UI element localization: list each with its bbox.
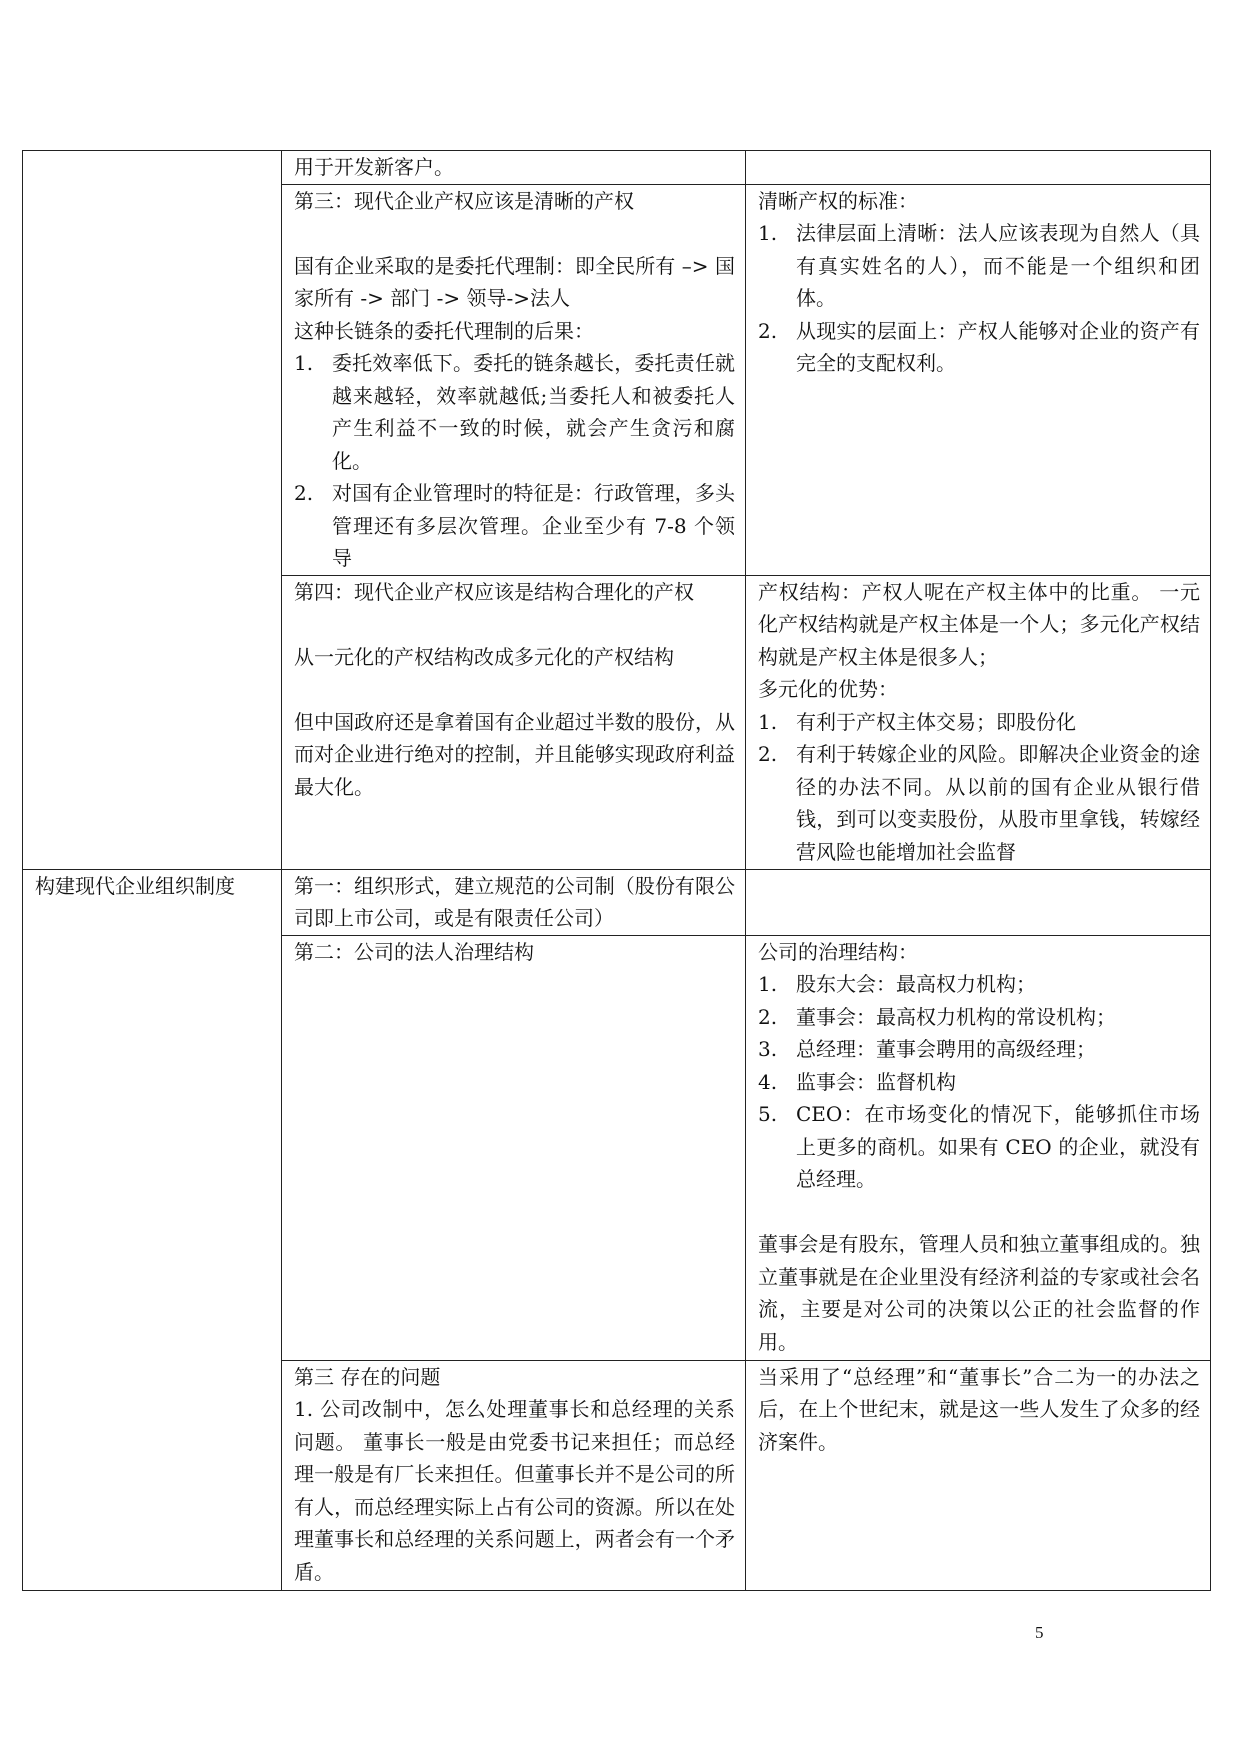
list-item: 5. CEO：在市场变化的情况下，能够抓住市场上更多的商机。如果有 CEO 的企业，就没有总经理。: [758, 1102, 1200, 1191]
paragraph: 这种长链条的委托代理制的后果：: [294, 318, 594, 343]
content-cell: [282, 1360, 746, 1590]
content-cell: [282, 575, 746, 869]
content-cell: [282, 935, 746, 1360]
list-item: 4. 监事会：监督机构: [758, 1069, 956, 1094]
list-item: 2. 有利于转嫁企业的风险。即解决企业资金的途径的办法不同。从以前的国有企业从银行借钱，到可以变卖股份，从股市里拿钱，转嫁经营风险也能增加社会监督: [758, 742, 1200, 864]
table-row: [23, 869, 1211, 935]
cell-heading: 公司的治理结构：: [758, 939, 918, 964]
list-item: 3. 总经理：董事会聘用的高级经理；: [758, 1037, 1096, 1061]
note-cell: [746, 151, 1211, 185]
list-item: 1. 法律层面上清晰：法人应该表现为自然人（具有真实姓名的人），而不能是一个组织和团体。: [758, 221, 1200, 310]
numbered-list: [758, 968, 1200, 1196]
paragraph: 但中国政府还是拿着国有企业超过半数的股份，从而对企业进行绝对的控制，并且能够实现政府利益最大化。: [294, 709, 735, 799]
paragraph: 产权结构：产权人呢在产权主体中的比重。 一元化产权结构就是产权主体是一个人；多元化产权结构就是产权主体是很多人；: [758, 579, 1200, 669]
note-cell: [746, 184, 1211, 575]
note-cell: [746, 1360, 1211, 1590]
paragraph: 国有企业采取的是委托代理制：即全民所有 –> 国家所有 -> 部门 -> 领导->法人: [294, 253, 735, 310]
paragraph: 1. 公司改制中，怎么处理董事长和总经理的关系问题。 董事长一般是由党委书记来担任；而总经理一般是有厂长来担任。但董事长并不是公司的所有人，而总经理实际上占有公司的资源。所以在处理董事长和总经理的关系问题上，两者会有一个矛盾。: [294, 1397, 735, 1584]
paragraph: 董事会是有股东，管理人员和独立董事组成的。独立董事就是在企业里没有经济利益的专家或社会名流，主要是对公司的决策以公正的社会监督的作用。: [758, 1232, 1200, 1354]
content-cell: 用于开发新客户。: [282, 151, 746, 185]
section-cell: 构建现代企业组织制度: [23, 869, 282, 1590]
list-item: 2. 董事会：最高权力机构的常设机构；: [758, 1004, 1116, 1029]
numbered-list: [294, 347, 735, 575]
note-cell: [746, 869, 1211, 935]
list-item: 2. 对国有企业管理时的特征是：行政管理，多头管理还有多层次管理。企业至少有 7-8 个领导: [294, 481, 735, 570]
cell-heading: 第四：现代企业产权应该是结构合理化的产权: [294, 579, 694, 604]
content-cell: [282, 184, 746, 575]
numbered-list: [758, 217, 1200, 380]
content-cell: 第一：组织形式，建立规范的公司制（股份有限公司即上市公司，或是有限责任公司）: [282, 869, 746, 935]
note-cell: [746, 575, 1211, 869]
numbered-list: [758, 706, 1200, 869]
paragraph: 从一元化的产权结构改成多元化的产权结构: [294, 644, 674, 669]
cell-heading: 第二：公司的法人治理结构: [294, 939, 534, 964]
paragraph: 多元化的优势：: [758, 677, 898, 701]
note-cell: [746, 935, 1211, 1360]
paragraph: 当采用了“总经理”和“董事长”合二为一的办法之后，在上个世纪末，就是这一些人发生了众多的经济案件。: [758, 1364, 1200, 1454]
list-item: 1. 委托效率低下。委托的链条越长，委托责任就越来越轻，效率就越低;当委托人和被委托人产生利益不一致的时候，就会产生贪污和腐化。: [294, 351, 735, 473]
table-row: [23, 151, 1211, 185]
section-cell: [23, 151, 282, 870]
list-item: 1. 股东大会：最高权力机构；: [758, 972, 1036, 996]
list-item: 1. 有利于产权主体交易；即股份化: [758, 709, 1076, 734]
page-number: 5: [1035, 1623, 1044, 1642]
cell-heading: 清晰产权的标准：: [758, 188, 918, 213]
content-table: [22, 150, 1211, 1591]
list-item: 2. 从现实的层面上：产权人能够对企业的资产有完全的支配权利。: [758, 318, 1200, 375]
cell-heading: 第三：现代企业产权应该是清晰的产权: [294, 188, 634, 213]
cell-heading: 第三 存在的问题: [294, 1364, 441, 1389]
